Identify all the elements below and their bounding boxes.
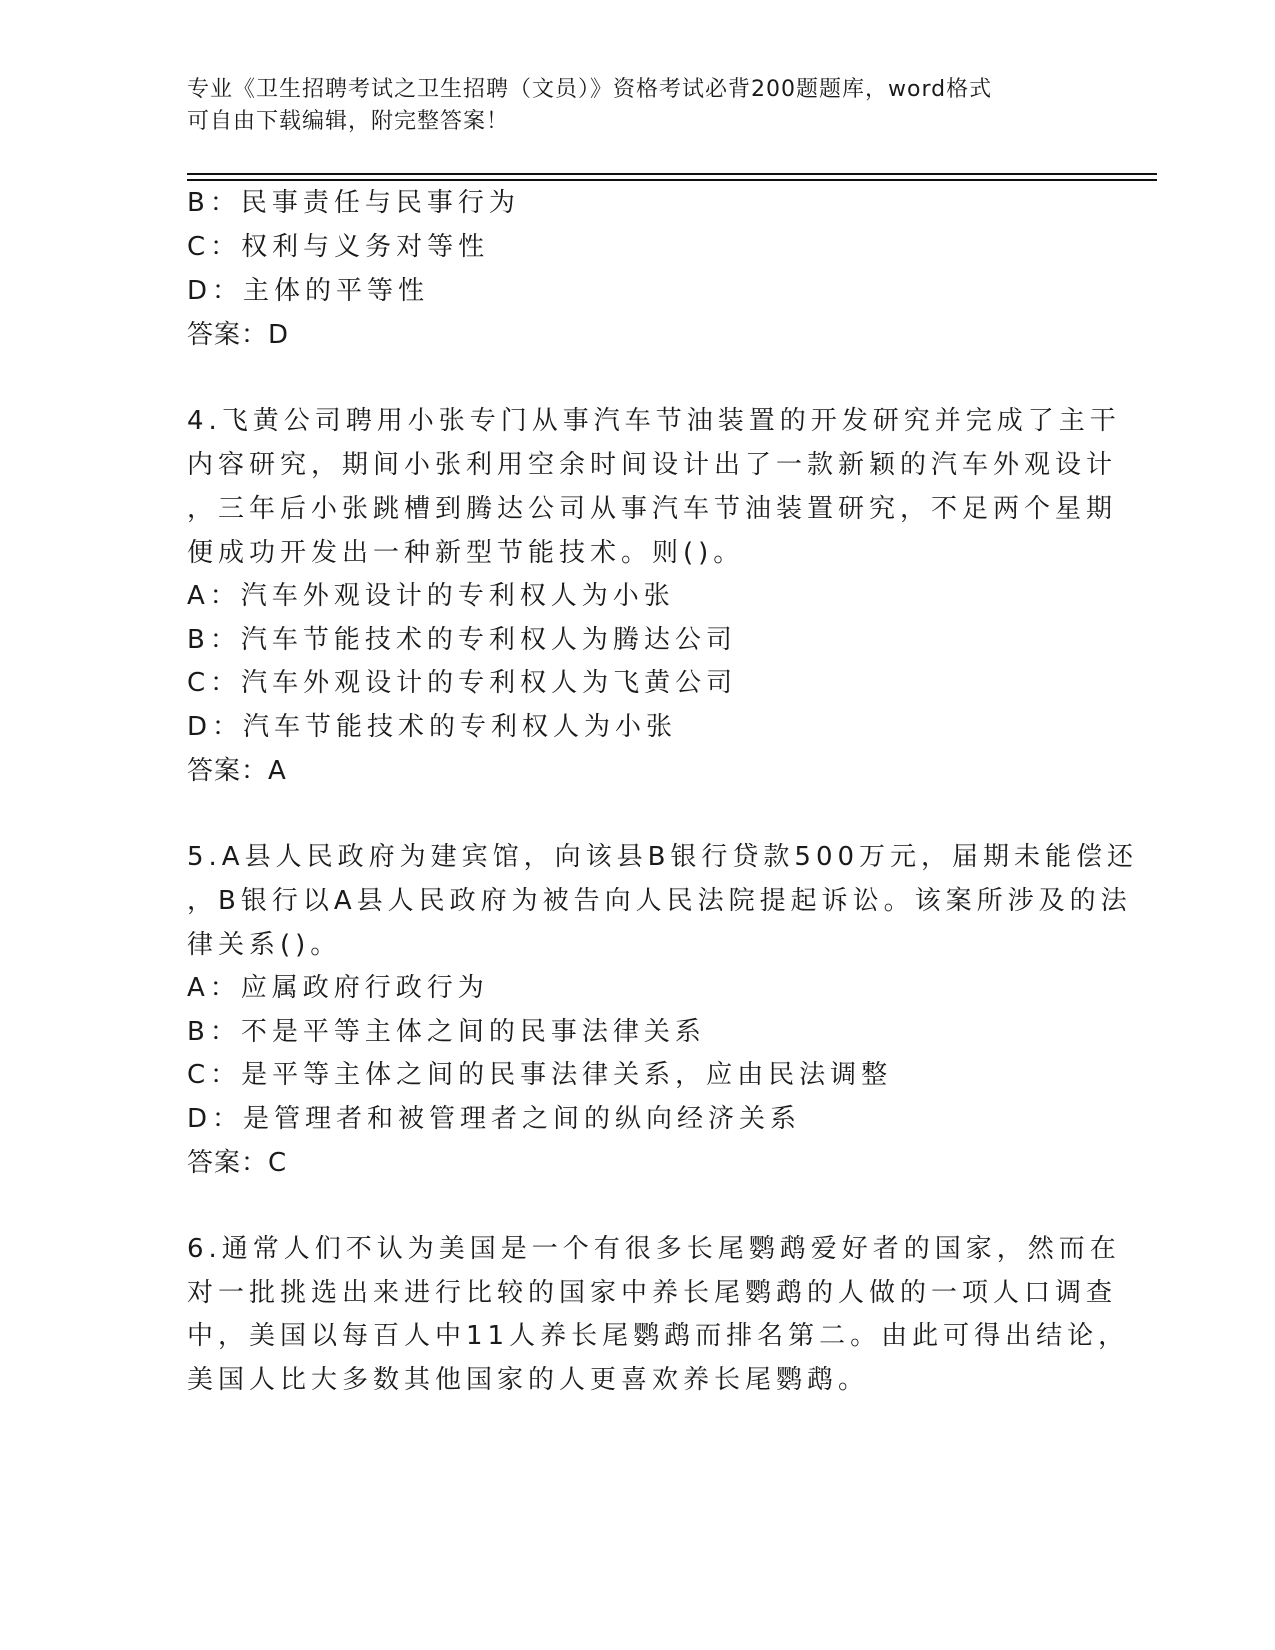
- q4-option-c: C：汽车外观设计的专利权人为飞黄公司: [187, 668, 738, 698]
- q5-stem-line-2: ，B银行以A县人民政府为被告向人民法院提起诉讼。该案所涉及的法: [187, 886, 1132, 916]
- q4-answer: 答案：A: [187, 756, 287, 786]
- q5-option-a: A：应属政府行政行为: [187, 973, 489, 1003]
- q3-option-b: B：民事责任与民事行为: [187, 188, 520, 218]
- q3-option-d: D：主体的平等性: [187, 276, 430, 306]
- q5-stem-line-3: 律关系()。: [187, 930, 342, 960]
- q6-stem-line-3: 中，美国以每百人中11人养长尾鹦鹉而排名第二。由此可得出结论，: [187, 1321, 1130, 1351]
- q5-option-b: B：不是平等主体之间的民事法律关系: [187, 1017, 706, 1047]
- q4-stem-line-2: 内容研究，期间小张利用空余时间设计出了一款新颖的汽车外观设计: [187, 450, 1118, 480]
- q6-stem-line-1: 6.通常人们不认为美国是一个有很多长尾鹦鹉爱好者的国家，然而在: [187, 1234, 1121, 1264]
- document-header: [187, 74, 1067, 138]
- q5-stem-line-1: 5.A县人民政府为建宾馆，向该县B银行贷款500万元，届期未能偿还: [187, 842, 1139, 872]
- header-divider-top: [187, 173, 1157, 175]
- q3-answer: 答案：D: [187, 320, 290, 350]
- q4-option-a: A：汽车外观设计的专利权人为小张: [187, 581, 675, 611]
- q4-stem-line-1: 4.飞黄公司聘用小张专门从事汽车节油装置的开发研究并完成了主干: [187, 406, 1121, 436]
- header-title-line-2: 可自由下载编辑，附完整答案！: [187, 109, 510, 134]
- q6-stem-line-2: 对一批挑选出来进行比较的国家中养长尾鹦鹉的人做的一项人口调查: [187, 1278, 1118, 1308]
- q4-option-b: B：汽车节能技术的专利权人为腾达公司: [187, 625, 737, 655]
- q6-stem-line-4: 美国人比大多数其他国家的人更喜欢养长尾鹦鹉。: [187, 1365, 870, 1395]
- q5-answer: 答案：C: [187, 1148, 288, 1178]
- header-title-line-1: 专业《卫生招聘考试之卫生招聘（文员）》资格考试必背200题题库，word格式: [187, 77, 993, 102]
- q4-stem-line-4: 便成功开发出一种新型节能技术。则()。: [187, 538, 745, 568]
- q5-option-d: D：是管理者和被管理者之间的纵向经济关系: [187, 1104, 802, 1134]
- q5-option-c: C：是平等主体之间的民事法律关系，应由民法调整: [187, 1060, 893, 1090]
- q3-option-c: C：权利与义务对等性: [187, 232, 490, 262]
- q4-stem-line-3: ，三年后小张跳槽到腾达公司从事汽车节油装置研究，不足两个星期: [187, 494, 1118, 524]
- q4-option-d: D：汽车节能技术的专利权人为小张: [187, 712, 678, 742]
